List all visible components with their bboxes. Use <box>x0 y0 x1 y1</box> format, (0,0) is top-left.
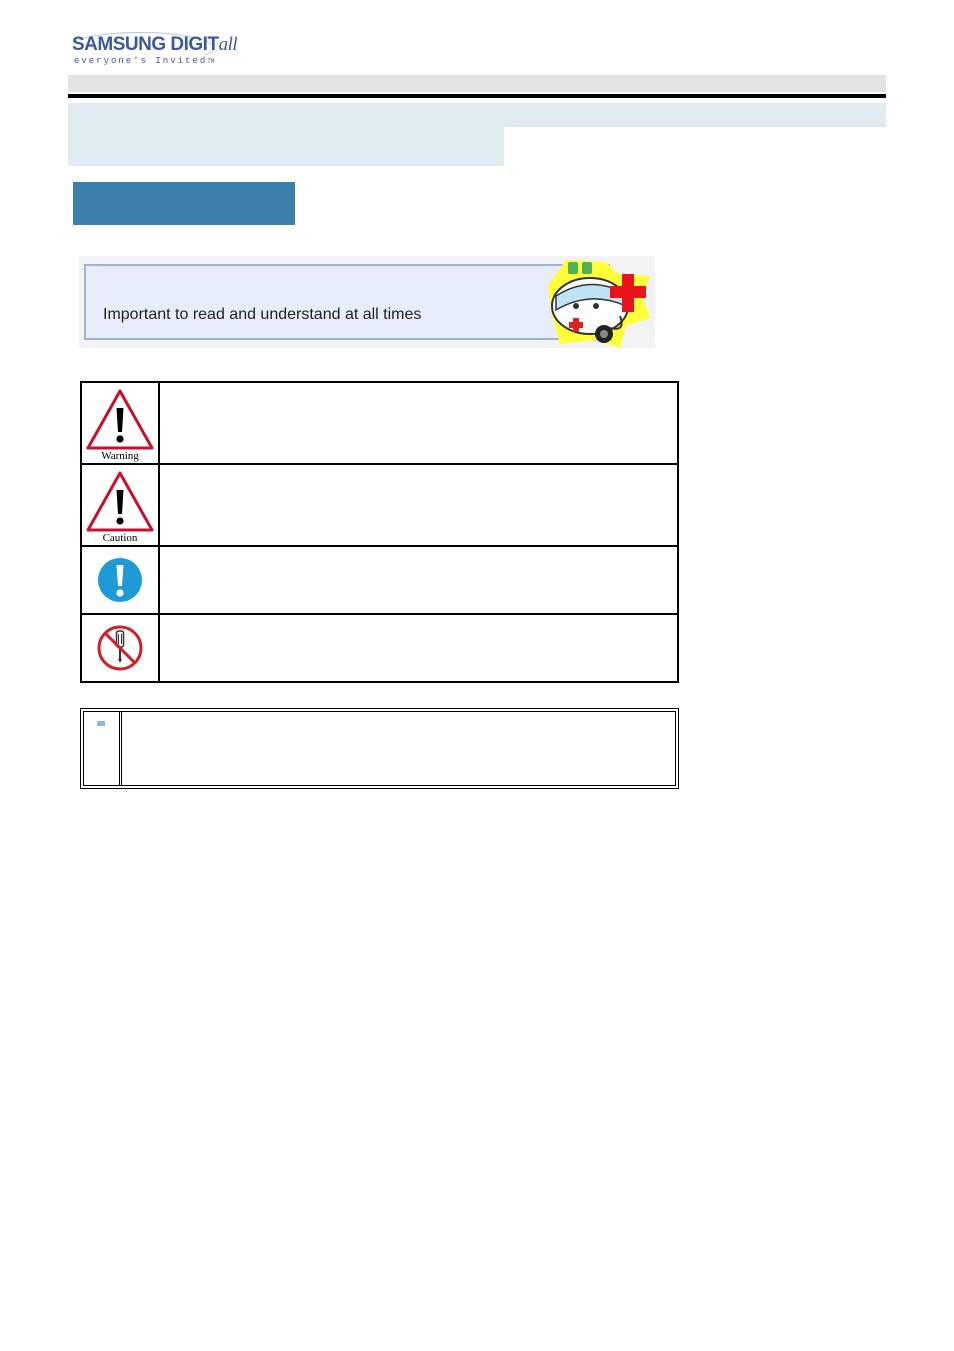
symbol-row-caution <box>81 464 678 546</box>
note-divider <box>119 712 120 785</box>
title-banner <box>68 103 504 166</box>
header-rule <box>68 94 886 98</box>
warning-caption: Warning <box>101 450 139 462</box>
symbol-description <box>159 546 678 614</box>
symbol-icon-cell <box>81 464 159 546</box>
note-bullet-icon <box>97 721 105 726</box>
samsung-logo <box>70 34 238 70</box>
symbol-icon-cell <box>81 614 159 682</box>
logo-wordmark: SAMSUNG DIGITall <box>72 34 238 55</box>
caution-caption: Caution <box>102 532 138 544</box>
note-box-frame <box>83 711 676 786</box>
symbol-description <box>159 614 678 682</box>
title-banner-extension <box>504 103 886 127</box>
warning-triangle-icon <box>85 388 155 452</box>
symbol-description <box>159 464 678 546</box>
symbol-icon-cell <box>81 382 159 464</box>
symbol-icon-cell <box>81 546 159 614</box>
logo-tagline: everyone's InvitedTM <box>74 56 215 66</box>
symbol-description <box>159 382 678 464</box>
caution-triangle-icon <box>85 470 155 534</box>
symbols-table <box>80 381 679 683</box>
callout-panel <box>84 264 610 340</box>
exclamation-circle-icon <box>96 556 144 604</box>
header-gray-bar <box>68 75 886 92</box>
title-banner-notch <box>504 127 522 166</box>
callout-text: Important to read and understand at all times <box>103 306 422 323</box>
note-divider <box>121 712 122 785</box>
do-not-disassemble-icon <box>95 623 145 673</box>
symbol-row-important <box>81 546 678 614</box>
symbol-row-disassemble <box>81 614 678 682</box>
note-box <box>80 708 679 789</box>
ambulance-icon <box>546 256 656 350</box>
section-tab <box>73 182 295 225</box>
symbol-row-warning <box>81 382 678 464</box>
